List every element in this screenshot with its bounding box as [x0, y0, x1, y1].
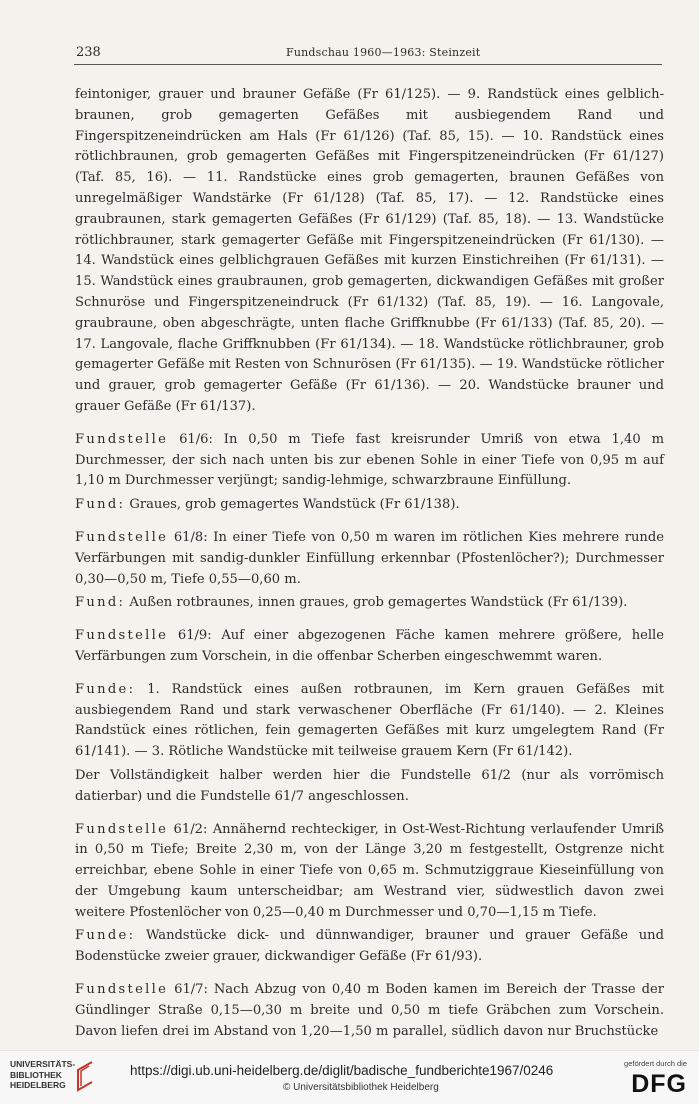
library-emblem-icon — [72, 1060, 96, 1092]
paragraph-text: 61/9: Auf einer abgezogenen Fäche kamen mehrere größere, helle Verfärbungen zum Vorschein, in die offenbar Scherben eingeschwemmt waren. — [75, 628, 664, 664]
paragraph-lead: Fundstelle — [75, 982, 169, 998]
paragraph-text: 61/6: In 0,50 m Tiefe fast kreisrunder Umriß von etwa 1,40 m Durchmesser, der sich nach unten bis zur ebenen Sohle in einer Tiefe von 0,95 m auf 1,10 m Durchmesser verjüngt; sandig-lehmige, schwarzbraune Einfüllung. — [75, 431, 664, 489]
funder-note: gefördert durch die — [624, 1059, 687, 1068]
paragraph-text: 1. Randstück eines außen rotbraunen, im Kern grauen Gefäßes mit ausbiegendem Rand und stark verwaschener Oberfläche (Fr 61/140). — 2. Kleines Randstück eines rötlichen, fein gemagerten Gefäßes mit kurz umgelegtem Rand (Fr 61/141). — 3. Rötliche Wandstücke mit teilweise grauem Kern (Fr 61/142). — [75, 681, 664, 760]
paragraph-lead: Fundstelle — [75, 529, 169, 545]
paragraph — [75, 528, 664, 590]
paragraph-text: Außen rotbraunes, innen graues, grob gemagertes Wandstück (Fr 61/139). — [125, 595, 628, 611]
paragraph-text: Der Vollständigkeit halber werden hier die Fundstelle 61/2 (nur als vorrömisch datierbar) und die Fundstelle 61/7 angeschlossen. — [75, 767, 664, 804]
paragraph-lead: Fund: — [75, 595, 126, 611]
paragraph-lead: Funde: — [75, 928, 136, 944]
paragraph-lead: Fundstelle — [75, 821, 169, 837]
paragraph-text: feintoniger, grauer und brauner Gefäße (Fr 61/125). — 9. Randstück eines gelblich-braunen, grob gemagerten Gefäßes mit ausbiegendem Rand und Fingerspitzeneindrücken am Hals (Fr 61/126) (Taf. 85, 15). — 10. Randstück eines rötlichbraunen, grob gemagerten Gefäßes mit Fingerspitzeneindrücken (Fr 61/127) (Taf. 85, 16). — 11. Randstücke eines grob gemagerten, braunen Gefäßes von unregelmäßiger Wandstärke (Fr 61/128) (Taf. 85, 17). — 12. Randstücke eines graubraunen, stark gemagerten Gefäßes (Fr 61/129) (Taf. 85, 18). — 13. Wandstücke rötlichbrauner, stark gemagerter Gefäße mit Fingerspitzeneindrücken (Fr 61/130). — 14. Wandstück eines gelblichgrauen Gefäßes mit kurzen Einstichreihen (Fr 61/131). — 15. Wandstück eines graubraunen, grob gemagerten, dickwandigen Gefäßes mit großer Schnuröse und Fingerspitzeneindruck (Fr 61/132) (Taf. 85, 19). — 16. Langovale, graubraune, oben abgeschrägte, unten flache Griffknubbe (Fr 61/133) (Taf. 85, 20). — 17. Langovale, flache Griffknubben (Fr 61/134). — 18. Wandstücke rötlichbrauner, grob gemagerter Gefäße mit Resten von Schnurösen (Fr 61/135). — 19. Wandstücke rötlicher und grauer, grob gemagerter Gefäße (Fr 61/136). — 20. Wandstücke brauner und grauer Gefäße (Fr 61/137). — [75, 87, 664, 414]
paragraph — [75, 766, 664, 808]
paragraph — [75, 820, 664, 924]
paragraph — [75, 430, 664, 492]
paragraph-text: Graues, grob gemagertes Wandstück (Fr 61/138). — [125, 497, 460, 513]
paragraph — [75, 85, 664, 418]
viewer-footer — [0, 1050, 699, 1104]
paragraph-text: 61/8: In einer Tiefe von 0,50 m waren im rötlichen Kies mehrere runde Verfärbungen mit sandig-dunkler Einfüllung erkennbar (Pfostenlöcher?); Durchmesser 0,30—0,50 m, Tiefe 0,55—0,60 m. — [75, 529, 664, 587]
paragraph-text: 61/2: Annähernd rechteckiger, in Ost-West-Richtung verlaufender Umriß in 0,50 m Tiefe; Breite 2,30 m, von der Länge 3,20 m festgestellt, Ostgrenze nicht erreichbar, ebene Sohle in einer Tiefe von 0,65 m. Schmutziggraue Kieseinfüllung von der Umgebung kaum unterscheidbar; am Westrand vier, südwestlich davon zwei weitere Pfostenlöcher von 0,25—0,40 m Durchmesser und 0,70—1,15 m Tiefe. — [75, 821, 664, 920]
copyright-notice: © Universitätsbibliothek Heidelberg — [283, 1082, 439, 1093]
library-logo[interactable] — [10, 1057, 105, 1097]
paragraph-lead: Fund: — [75, 497, 126, 513]
dfg-logo[interactable]: DFG — [631, 1070, 687, 1098]
body-text — [75, 85, 664, 1054]
paragraph — [75, 980, 664, 1042]
permalink-url[interactable]: https://digi.ub.uni-heidelberg.de/diglit/badische_fundberichte1967/0246 — [130, 1063, 554, 1078]
paragraph — [75, 680, 664, 763]
paragraph-text: 61/7: Nach Abzug von 0,40 m Boden kamen im Bereich der Trasse der Gündlinger Straße 0,15—0,30 m breite und 0,50 m tiefe Gräbchen zum Vorschein. Davon liefen drei im Abstand von 1,20—1,50 m parallel, südlich davon nur Bruchstücke — [75, 982, 664, 1039]
library-name: UNIVERSITÄTS- BIBLIOTHEK HEIDELBERG — [10, 1059, 76, 1090]
header-rule — [74, 64, 662, 65]
running-title: Fundschau 1960—1963: Steinzeit — [286, 46, 481, 59]
paragraph — [75, 495, 664, 516]
paragraph-lead: Fundstelle — [75, 431, 169, 447]
page-header — [74, 45, 659, 63]
paragraph-lead: Fundstelle — [75, 628, 169, 644]
page-number: 238 — [76, 45, 101, 60]
paragraph-lead: Funde: — [75, 681, 136, 697]
paragraph-text: Wandstücke dick- und dünnwandiger, brauner und grauer Gefäße und Bodenstücke zweier grauer, dickwandiger Gefäße (Fr 61/93). — [75, 928, 664, 965]
paragraph — [75, 593, 664, 614]
paragraph — [75, 926, 664, 968]
paragraph — [75, 626, 664, 668]
